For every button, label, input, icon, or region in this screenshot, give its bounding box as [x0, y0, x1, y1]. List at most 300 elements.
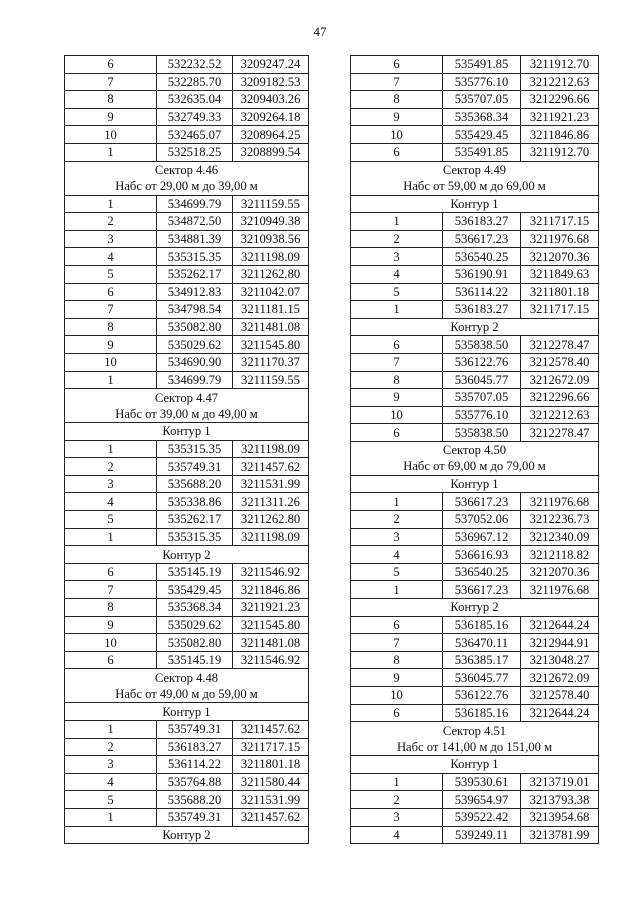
table-row — [65, 108, 309, 126]
table-row — [351, 773, 599, 791]
table-row — [65, 195, 309, 213]
y-coordinate-cell: 3211198.09 — [233, 248, 309, 266]
table-row — [351, 546, 599, 564]
table-row — [65, 458, 309, 476]
x-coordinate-cell: 534912.83 — [157, 283, 233, 301]
point-number-cell: 1 — [351, 773, 443, 791]
point-number-cell: 10 — [65, 634, 157, 652]
point-number-cell: 4 — [65, 773, 157, 791]
table-row — [65, 283, 309, 301]
table-row — [65, 371, 309, 389]
point-number-cell: 6 — [65, 283, 157, 301]
point-number-cell: 3 — [351, 808, 443, 826]
point-number-cell: 8 — [65, 599, 157, 617]
point-number-cell: 5 — [351, 563, 443, 581]
table-row — [351, 301, 599, 319]
y-coordinate-cell: 3211976.68 — [521, 493, 599, 511]
table-row — [351, 651, 599, 669]
point-number-cell: 10 — [65, 126, 157, 144]
y-coordinate-cell: 3211262.80 — [233, 265, 309, 283]
x-coordinate-cell: 535707.05 — [443, 389, 521, 407]
x-coordinate-cell: 535429.45 — [157, 581, 233, 599]
y-coordinate-cell: 3212212.63 — [521, 406, 599, 424]
x-coordinate-cell: 539522.42 — [443, 808, 521, 826]
table-row — [351, 73, 599, 91]
table-row — [351, 791, 599, 809]
y-coordinate-cell: 3213954.68 — [521, 808, 599, 826]
y-coordinate-cell: 3211481.08 — [233, 318, 309, 336]
x-coordinate-cell: 535491.85 — [443, 56, 521, 74]
contour-header-row — [65, 546, 309, 564]
y-coordinate-cell: 3211457.62 — [233, 721, 309, 739]
table-row — [351, 336, 599, 354]
point-number-cell: 2 — [65, 738, 157, 756]
y-coordinate-cell: 3210938.56 — [233, 230, 309, 248]
point-number-cell: 9 — [65, 336, 157, 354]
point-number-cell: 6 — [351, 143, 443, 161]
sector-height-range: Набс от 39,00 м до 49,00 м — [115, 406, 258, 421]
table-row — [65, 738, 309, 756]
sector-header-row — [351, 441, 599, 475]
y-coordinate-cell: 3211849.63 — [521, 265, 599, 283]
contour-label: Контур 2 — [65, 826, 309, 844]
point-number-cell: 10 — [351, 406, 443, 424]
point-number-cell: 6 — [351, 424, 443, 442]
point-number-cell: 1 — [65, 143, 157, 161]
y-coordinate-cell: 3212278.47 — [521, 336, 599, 354]
point-number-cell: 3 — [351, 528, 443, 546]
x-coordinate-cell: 535491.85 — [443, 143, 521, 161]
contour-header-row — [351, 475, 599, 493]
sector-header — [65, 161, 309, 195]
x-coordinate-cell: 535145.19 — [157, 563, 233, 581]
x-coordinate-cell: 536183.27 — [443, 301, 521, 319]
x-coordinate-cell: 535029.62 — [157, 336, 233, 354]
point-number-cell: 7 — [351, 634, 443, 652]
x-coordinate-cell: 532635.04 — [157, 91, 233, 109]
y-coordinate-cell: 3212672.09 — [521, 669, 599, 687]
table-row — [65, 265, 309, 283]
x-coordinate-cell: 535707.05 — [443, 91, 521, 109]
x-coordinate-cell: 536616.93 — [443, 546, 521, 564]
point-number-cell: 7 — [351, 353, 443, 371]
table-row — [351, 126, 599, 144]
y-coordinate-cell: 3211457.62 — [233, 808, 309, 826]
left-coordinates-table — [64, 55, 309, 844]
sector-title: Сектор 4.50 — [442, 443, 507, 458]
point-number-cell: 1 — [65, 808, 157, 826]
point-number-cell: 2 — [351, 511, 443, 529]
x-coordinate-cell: 535082.80 — [157, 634, 233, 652]
table-row — [351, 634, 599, 652]
sector-header-row — [351, 161, 599, 195]
sector-title: Сектор 4.46 — [154, 163, 219, 178]
x-coordinate-cell: 536183.27 — [157, 738, 233, 756]
y-coordinate-cell: 3211976.68 — [521, 230, 599, 248]
contour-header-row — [351, 195, 599, 213]
y-coordinate-cell: 3211531.99 — [233, 791, 309, 809]
contour-header-row — [351, 318, 599, 336]
y-coordinate-cell: 3208899.54 — [233, 143, 309, 161]
x-coordinate-cell: 535315.35 — [157, 528, 233, 546]
sector-height-range: Набс от 69,00 м до 79,00 м — [403, 459, 546, 474]
table-row — [351, 669, 599, 687]
x-coordinate-cell: 535315.35 — [157, 248, 233, 266]
x-coordinate-cell: 536617.23 — [443, 493, 521, 511]
y-coordinate-cell: 3211042.07 — [233, 283, 309, 301]
point-number-cell: 5 — [65, 265, 157, 283]
x-coordinate-cell: 534699.79 — [157, 371, 233, 389]
point-number-cell: 4 — [351, 826, 443, 844]
table-row — [351, 143, 599, 161]
contour-label: Контур 1 — [351, 756, 599, 774]
point-number-cell: 2 — [351, 791, 443, 809]
point-number-cell: 1 — [351, 301, 443, 319]
table-row — [65, 756, 309, 774]
x-coordinate-cell: 535749.31 — [157, 808, 233, 826]
table-row — [65, 126, 309, 144]
table-row — [65, 440, 309, 458]
x-coordinate-cell: 536470.11 — [443, 634, 521, 652]
point-number-cell: 7 — [65, 73, 157, 91]
sector-header — [351, 722, 599, 756]
y-coordinate-cell: 3211921.23 — [233, 599, 309, 617]
y-coordinate-cell: 3211846.86 — [233, 581, 309, 599]
table-row — [351, 493, 599, 511]
x-coordinate-cell: 536185.16 — [443, 704, 521, 722]
table-row — [351, 704, 599, 722]
table-row — [65, 143, 309, 161]
point-number-cell: 3 — [351, 248, 443, 266]
y-coordinate-cell: 3211531.99 — [233, 475, 309, 493]
page-number: 47 — [313, 24, 327, 39]
table-row — [65, 563, 309, 581]
x-coordinate-cell: 532518.25 — [157, 143, 233, 161]
y-coordinate-cell: 3211846.86 — [521, 126, 599, 144]
y-coordinate-cell: 3211545.80 — [233, 336, 309, 354]
table-row — [351, 406, 599, 424]
point-number-cell: 7 — [65, 581, 157, 599]
table-row — [351, 511, 599, 529]
y-coordinate-cell: 3211717.15 — [521, 301, 599, 319]
sector-title: Сектор 4.48 — [154, 670, 219, 685]
sector-header-row — [65, 389, 309, 423]
contour-header-row — [351, 756, 599, 774]
sector-header — [351, 161, 599, 195]
y-coordinate-cell: 3209247.24 — [233, 56, 309, 74]
x-coordinate-cell: 536617.23 — [443, 581, 521, 599]
x-coordinate-cell: 534798.54 — [157, 301, 233, 319]
y-coordinate-cell: 3211976.68 — [521, 581, 599, 599]
x-coordinate-cell: 532749.33 — [157, 108, 233, 126]
y-coordinate-cell: 3211170.37 — [233, 353, 309, 371]
x-coordinate-cell: 536185.16 — [443, 616, 521, 634]
table-row — [65, 213, 309, 231]
x-coordinate-cell: 534872.50 — [157, 213, 233, 231]
contour-header-row — [65, 826, 309, 844]
table-row — [351, 389, 599, 407]
point-number-cell: 8 — [65, 91, 157, 109]
x-coordinate-cell: 535838.50 — [443, 336, 521, 354]
contour-header-row — [65, 703, 309, 721]
point-number-cell: 7 — [65, 301, 157, 319]
y-coordinate-cell: 3209182.53 — [233, 73, 309, 91]
x-coordinate-cell: 534690.90 — [157, 353, 233, 371]
point-number-cell: 10 — [351, 126, 443, 144]
point-number-cell: 2 — [351, 230, 443, 248]
x-coordinate-cell: 536617.23 — [443, 230, 521, 248]
table-row — [351, 371, 599, 389]
point-number-cell: 6 — [351, 704, 443, 722]
table-row — [351, 265, 599, 283]
table-row — [65, 56, 309, 74]
x-coordinate-cell: 536114.22 — [443, 283, 521, 301]
y-coordinate-cell: 3213781.99 — [521, 826, 599, 844]
point-number-cell: 1 — [351, 581, 443, 599]
table-row — [351, 108, 599, 126]
point-number-cell: 9 — [351, 669, 443, 687]
table-row — [351, 528, 599, 546]
point-number-cell: 10 — [65, 353, 157, 371]
point-number-cell: 7 — [351, 73, 443, 91]
sector-header-row — [65, 161, 309, 195]
x-coordinate-cell: 536045.77 — [443, 669, 521, 687]
point-number-cell: 9 — [351, 389, 443, 407]
y-coordinate-cell: 3211181.15 — [233, 301, 309, 319]
contour-header-row — [65, 423, 309, 441]
y-coordinate-cell: 3212212.63 — [521, 73, 599, 91]
sector-header-row — [65, 669, 309, 703]
point-number-cell: 1 — [351, 493, 443, 511]
table-row — [65, 616, 309, 634]
x-coordinate-cell: 532232.52 — [157, 56, 233, 74]
table-row — [351, 616, 599, 634]
x-coordinate-cell: 535749.31 — [157, 721, 233, 739]
table-row — [65, 230, 309, 248]
y-coordinate-cell: 3213048.27 — [521, 651, 599, 669]
table-row — [65, 791, 309, 809]
y-coordinate-cell: 3211159.55 — [233, 371, 309, 389]
table-row — [351, 581, 599, 599]
contour-label: Контур 2 — [65, 546, 309, 564]
table-row — [351, 213, 599, 231]
x-coordinate-cell: 535368.34 — [443, 108, 521, 126]
point-number-cell: 1 — [65, 371, 157, 389]
y-coordinate-cell: 3213719.01 — [521, 773, 599, 791]
y-coordinate-cell: 3212578.40 — [521, 353, 599, 371]
table-row — [65, 651, 309, 669]
x-coordinate-cell: 535262.17 — [157, 511, 233, 529]
table-row — [65, 336, 309, 354]
sector-height-range: Набс от 59,00 м до 69,00 м — [403, 179, 546, 194]
point-number-cell: 8 — [65, 318, 157, 336]
x-coordinate-cell: 535838.50 — [443, 424, 521, 442]
y-coordinate-cell: 3211717.15 — [521, 213, 599, 231]
y-coordinate-cell: 3211545.80 — [233, 616, 309, 634]
x-coordinate-cell: 539654.97 — [443, 791, 521, 809]
sector-header — [351, 441, 599, 475]
left-coordinates-table-container — [64, 55, 308, 844]
x-coordinate-cell: 537052.06 — [443, 511, 521, 529]
point-number-cell: 6 — [351, 336, 443, 354]
point-number-cell: 9 — [65, 108, 157, 126]
table-row — [65, 301, 309, 319]
y-coordinate-cell: 3213793.38 — [521, 791, 599, 809]
y-coordinate-cell: 3209264.18 — [233, 108, 309, 126]
sector-height-range: Набс от 29,00 м до 39,00 м — [115, 179, 258, 194]
x-coordinate-cell: 535749.31 — [157, 458, 233, 476]
y-coordinate-cell: 3211912.70 — [521, 56, 599, 74]
y-coordinate-cell: 3212644.24 — [521, 616, 599, 634]
table-row — [65, 773, 309, 791]
y-coordinate-cell: 3211159.55 — [233, 195, 309, 213]
table-row — [65, 581, 309, 599]
x-coordinate-cell: 535029.62 — [157, 616, 233, 634]
y-coordinate-cell: 3212236.73 — [521, 511, 599, 529]
point-number-cell: 6 — [65, 56, 157, 74]
y-coordinate-cell: 3210949.38 — [233, 213, 309, 231]
point-number-cell: 8 — [351, 371, 443, 389]
x-coordinate-cell: 535262.17 — [157, 265, 233, 283]
y-coordinate-cell: 3211481.08 — [233, 634, 309, 652]
x-coordinate-cell: 532285.70 — [157, 73, 233, 91]
x-coordinate-cell: 535776.10 — [443, 406, 521, 424]
sector-title: Сектор 4.49 — [442, 163, 507, 178]
y-coordinate-cell: 3212070.36 — [521, 563, 599, 581]
table-row — [351, 424, 599, 442]
point-number-cell: 6 — [65, 651, 157, 669]
table-row — [351, 230, 599, 248]
point-number-cell: 4 — [351, 265, 443, 283]
table-row — [351, 826, 599, 844]
y-coordinate-cell: 3208964.25 — [233, 126, 309, 144]
table-row — [351, 353, 599, 371]
point-number-cell: 4 — [65, 493, 157, 511]
y-coordinate-cell: 3209403.26 — [233, 91, 309, 109]
point-number-cell: 1 — [65, 440, 157, 458]
point-number-cell: 6 — [65, 563, 157, 581]
x-coordinate-cell: 535082.80 — [157, 318, 233, 336]
table-row — [351, 283, 599, 301]
table-row — [65, 634, 309, 652]
x-coordinate-cell: 535688.20 — [157, 475, 233, 493]
point-number-cell: 1 — [351, 213, 443, 231]
y-coordinate-cell: 3212672.09 — [521, 371, 599, 389]
x-coordinate-cell: 535688.20 — [157, 791, 233, 809]
table-row — [65, 528, 309, 546]
x-coordinate-cell: 536540.25 — [443, 248, 521, 266]
point-number-cell: 2 — [65, 458, 157, 476]
table-row — [351, 56, 599, 74]
table-row — [65, 599, 309, 617]
table-row — [351, 687, 599, 705]
point-number-cell: 2 — [65, 213, 157, 231]
point-number-cell: 1 — [65, 195, 157, 213]
y-coordinate-cell: 3212118.82 — [521, 546, 599, 564]
point-number-cell: 4 — [65, 248, 157, 266]
sector-header-row — [351, 722, 599, 756]
y-coordinate-cell: 3211717.15 — [233, 738, 309, 756]
y-coordinate-cell: 3211912.70 — [521, 143, 599, 161]
x-coordinate-cell: 536190.91 — [443, 265, 521, 283]
x-coordinate-cell: 535776.10 — [443, 73, 521, 91]
x-coordinate-cell: 536045.77 — [443, 371, 521, 389]
x-coordinate-cell: 535315.35 — [157, 440, 233, 458]
y-coordinate-cell: 3212578.40 — [521, 687, 599, 705]
sector-title: Сектор 4.51 — [442, 723, 507, 738]
table-row — [65, 248, 309, 266]
contour-label: Контур 1 — [351, 475, 599, 493]
x-coordinate-cell: 536385.17 — [443, 651, 521, 669]
table-row — [65, 353, 309, 371]
x-coordinate-cell: 535764.88 — [157, 773, 233, 791]
table-row — [65, 91, 309, 109]
y-coordinate-cell: 3211580.44 — [233, 773, 309, 791]
point-number-cell: 1 — [65, 528, 157, 546]
table-row — [65, 493, 309, 511]
y-coordinate-cell: 3211457.62 — [233, 458, 309, 476]
sector-header — [65, 389, 309, 423]
y-coordinate-cell: 3212340.09 — [521, 528, 599, 546]
point-number-cell: 3 — [65, 756, 157, 774]
x-coordinate-cell: 539530.61 — [443, 773, 521, 791]
y-coordinate-cell: 3211801.18 — [521, 283, 599, 301]
right-table-body — [351, 56, 599, 844]
x-coordinate-cell: 532465.07 — [157, 126, 233, 144]
x-coordinate-cell: 536122.76 — [443, 353, 521, 371]
x-coordinate-cell: 536183.27 — [443, 213, 521, 231]
point-number-cell: 6 — [351, 616, 443, 634]
x-coordinate-cell: 536114.22 — [157, 756, 233, 774]
table-row — [351, 563, 599, 581]
x-coordinate-cell: 535429.45 — [443, 126, 521, 144]
x-coordinate-cell: 536122.76 — [443, 687, 521, 705]
y-coordinate-cell: 3211198.09 — [233, 440, 309, 458]
x-coordinate-cell: 535368.34 — [157, 599, 233, 617]
sector-title: Сектор 4.47 — [154, 390, 219, 405]
point-number-cell: 10 — [351, 687, 443, 705]
x-coordinate-cell: 536967.12 — [443, 528, 521, 546]
point-number-cell: 8 — [351, 91, 443, 109]
contour-header-row — [351, 599, 599, 617]
x-coordinate-cell: 535338.86 — [157, 493, 233, 511]
x-coordinate-cell: 536540.25 — [443, 563, 521, 581]
y-coordinate-cell: 3212278.47 — [521, 424, 599, 442]
table-row — [351, 808, 599, 826]
table-row — [65, 318, 309, 336]
contour-label: Контур 1 — [65, 703, 309, 721]
point-number-cell: 9 — [351, 108, 443, 126]
contour-label: Контур 2 — [351, 599, 599, 617]
point-number-cell: 8 — [351, 651, 443, 669]
point-number-cell: 5 — [65, 791, 157, 809]
right-coordinates-table-container — [350, 55, 598, 844]
x-coordinate-cell: 534881.39 — [157, 230, 233, 248]
table-row — [351, 91, 599, 109]
point-number-cell: 5 — [351, 283, 443, 301]
point-number-cell: 6 — [351, 56, 443, 74]
y-coordinate-cell: 3212296.66 — [521, 389, 599, 407]
sector-header — [65, 669, 309, 703]
contour-label: Контур 1 — [65, 423, 309, 441]
contour-label: Контур 2 — [351, 318, 599, 336]
y-coordinate-cell: 3211546.92 — [233, 651, 309, 669]
point-number-cell: 3 — [65, 230, 157, 248]
left-table-body — [65, 56, 309, 844]
sector-height-range: Набс от 141,00 м до 151,00 м — [396, 739, 553, 754]
y-coordinate-cell: 3212296.66 — [521, 91, 599, 109]
x-coordinate-cell: 534699.79 — [157, 195, 233, 213]
